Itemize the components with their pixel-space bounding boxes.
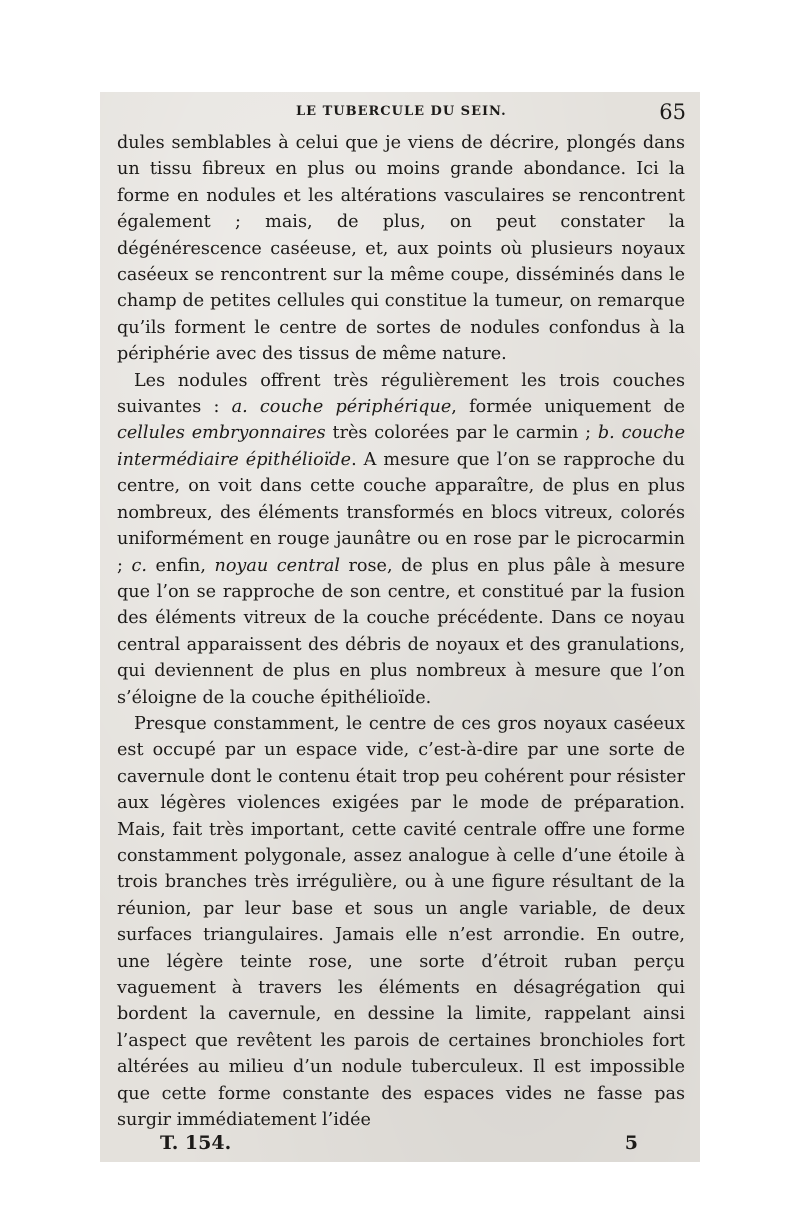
paragraph bbox=[117, 130, 685, 368]
paragraph bbox=[117, 368, 685, 711]
page-footer bbox=[100, 1132, 700, 1158]
page-number: 65 bbox=[659, 100, 686, 124]
text-run: très colorées par le carmin ; bbox=[325, 423, 598, 444]
running-title: LE TUBERCULE DU SEIN. bbox=[296, 104, 507, 119]
text-run: dules semblables à celui que je viens de décrire, plongés dans un tissu fibreux en plus ou moins grande abondance. Ici la forme en nodules et les altérations vasculaires se rencontrent également ; mais, de plus, on peut constater la dégénérescence caséeuse, et, aux points où plusieurs noyaux caséeux se rencontrent sur la même coupe, disséminés dans le champ de petites cellules qui constitue la tumeur, on remarque qu’ils forment le centre de sortes de nodules confondus à la périphérie avec des tissus de même nature. bbox=[117, 133, 685, 365]
italic-term: b. couche intermédiaire épithélioïde bbox=[117, 423, 685, 470]
text-run: , formée uniquement de bbox=[451, 397, 686, 418]
italic-term: a. couche périphérique bbox=[231, 397, 452, 418]
signature-mark: 5 bbox=[624, 1132, 638, 1154]
page-header bbox=[100, 100, 700, 124]
italic-term: noyau central bbox=[214, 555, 340, 576]
text-run: enfin, bbox=[146, 555, 215, 576]
text-run: Presque constamment, le centre de ces gros noyaux caséeux est occupé par un espace vide, c’est-à-dire par une sorte de cavernule dont le contenu était trop peu cohérent pour résister aux légères violences exigées par le mode de préparation. Mais, fait très important, cette cavité centrale offre une forme constamment polygonale, assez analogue à celle d’une étoile à trois branches très irrégulière, ou à une figure résultant de la réunion, par leur base et sous un angle variable, de deux surfaces triangulaires. Jamais elle n’est arrondie. En outre, une légère teinte rose, une sorte d’étroit ruban perçu vaguement à travers les éléments en désagrégation qui bordent la cavernule, en dessine la limite, rappelant ainsi l’aspect que revêtent les parois de certaines bronchioles fort altérées au milieu d’un nodule tuberculeux. Il est impossible que cette forme constante des espaces vides ne fasse pas surgir immédiatement l’idée bbox=[117, 713, 685, 1131]
text-run: rose, de plus en plus pâle à mesure que l’on se rapproche de son centre, et constitué par la fusion des éléments vitreux de la couche précédente. Dans ce noyau central apparaissent des débris de noyaux et des granulations, qui deviennent de plus en plus nombreux à mesure que l’on s’éloigne de la couche épithélioïde. bbox=[117, 555, 685, 708]
body-text bbox=[117, 130, 685, 1133]
italic-term: c. bbox=[131, 555, 147, 576]
paragraph bbox=[117, 711, 685, 1134]
book-page bbox=[100, 92, 700, 1162]
italic-term: cellules embryonnaires bbox=[117, 423, 326, 444]
text-run: . A mesure que l’on se rapproche du centre, on voit dans cette couche apparaître, de plus en plus nombreux, des éléments transformés en blocs vitreux, colorés uniformément en rouge jaunâtre ou en rose par le picrocarmin ; bbox=[117, 449, 685, 576]
volume-signature: T. 154. bbox=[160, 1132, 232, 1154]
text-run: Les nodules offrent très régulièrement les trois couches suivantes : bbox=[117, 370, 685, 418]
